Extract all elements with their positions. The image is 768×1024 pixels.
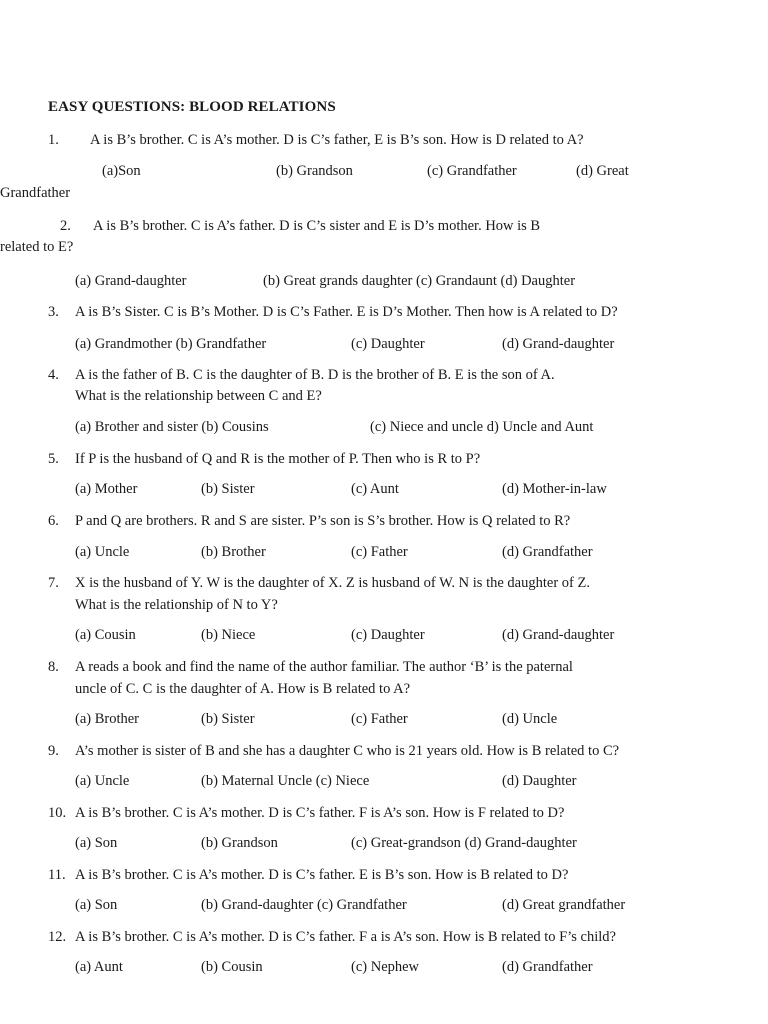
- option-bc: (b) Grand-daughter (c) Grandfather: [201, 897, 407, 913]
- option-b: (b) Niece: [201, 627, 256, 643]
- document-title: EASY QUESTIONS: BLOOD RELATIONS: [48, 99, 336, 115]
- question-number: 8.: [48, 659, 59, 675]
- option-ab: (a) Grandmother (b) Grandfather: [75, 336, 267, 352]
- option-a: (a) Uncle: [75, 773, 130, 789]
- option-bc: (b) Maternal Uncle (c) Niece: [201, 773, 370, 789]
- option-d: (d) Mother-in-law: [502, 481, 607, 497]
- option-c: (c) Grandfather: [427, 163, 517, 179]
- question-text: A is B’s brother. C is A’s mother. D is C’s father. E is B’s son. How is B related to D?: [75, 867, 569, 883]
- question-text-cont: What is the relationship of N to Y?: [75, 597, 278, 613]
- option-d: (d) Grandfather: [502, 544, 593, 560]
- question-text: A’s mother is sister of B and she has a daughter C who is 21 years old. How is B related to C?: [75, 743, 620, 759]
- question-text: A is B’s brother. C is A’s mother. D is C’s father. F a is A’s son. How is B related to F’s child?: [75, 929, 616, 945]
- question-number: 5.: [48, 451, 59, 467]
- option-c: (c) Father: [351, 544, 408, 560]
- option-c: (c) Father: [351, 711, 408, 727]
- question-text: A is B’s brother. C is A’s mother. D is C’s father. F is A’s son. How is F related to D?: [75, 805, 565, 821]
- question-text-cont: uncle of C. C is the daughter of A. How is B related to A?: [75, 681, 411, 697]
- option-a: (a)Son: [102, 163, 141, 179]
- question-text: A is B’s brother. C is A’s father. D is C’s sister and E is D’s mother. How is B: [93, 218, 541, 234]
- option-ab: (a) Brother and sister (b) Cousins: [75, 419, 269, 435]
- question-number: 7.: [48, 575, 59, 591]
- option-c: (c) Daughter: [351, 627, 425, 643]
- question-text: If P is the husband of Q and R is the mother of P. Then who is R to P?: [75, 451, 481, 467]
- option-d-wrap: Grandfather: [0, 185, 71, 201]
- option-b: (b) Cousin: [201, 959, 263, 975]
- question-number: 10.: [48, 805, 67, 821]
- option-d: (d) Grand-daughter: [502, 627, 615, 643]
- option-d: (d) Grand-daughter: [502, 336, 615, 352]
- option-b: (b) Brother: [201, 544, 266, 560]
- option-a: (a) Mother: [75, 481, 138, 497]
- option-d: (d) Uncle: [502, 711, 558, 727]
- question-number: 12.: [48, 929, 67, 945]
- option-d: (d) Great grandfather: [502, 897, 626, 913]
- option-c: (c) Daughter: [351, 336, 425, 352]
- option-cd: (c) Great-grandson (d) Grand-daughter: [351, 835, 577, 851]
- option-c: (c) Nephew: [351, 959, 420, 975]
- question-text: A reads a book and find the name of the author familiar. The author ‘B’ is the paternal: [75, 659, 573, 675]
- option-a: (a) Cousin: [75, 627, 136, 643]
- question-text-cont: related to E?: [0, 239, 74, 255]
- option-a: (a) Grand-daughter: [75, 273, 187, 289]
- option-c: (c) Aunt: [351, 481, 399, 497]
- option-a: (a) Aunt: [75, 959, 123, 975]
- question-number: 3.: [48, 304, 59, 320]
- question-text: X is the husband of Y. W is the daughter of X. Z is husband of W. N is the daughter of Z.: [75, 575, 590, 591]
- question-text: A is B’s Sister. C is B’s Mother. D is C’s Father. E is D’s Mother. Then how is A related to D?: [75, 304, 618, 320]
- question-text-cont: What is the relationship between C and E?: [75, 388, 322, 404]
- question-number: 2.: [60, 218, 71, 234]
- option-a: (a) Uncle: [75, 544, 130, 560]
- question-number: 6.: [48, 513, 59, 529]
- option-d: (d) Daughter: [502, 773, 577, 789]
- option-cd: (c) Niece and uncle d) Uncle and Aunt: [370, 419, 594, 435]
- question-text: A is B’s brother. C is A’s mother. D is C’s father, E is B’s son. How is D related to A?: [90, 132, 584, 148]
- option-a: (a) Son: [75, 897, 118, 913]
- option-a: (a) Brother: [75, 711, 140, 727]
- question-number: 1.: [48, 132, 59, 148]
- option-b: (b) Sister: [201, 711, 255, 727]
- question-number: 4.: [48, 367, 59, 383]
- option-a: (a) Son: [75, 835, 118, 851]
- question-text: P and Q are brothers. R and S are sister. P’s son is S’s brother. How is Q related to R?: [75, 513, 571, 529]
- option-d: (d) Grandfather: [502, 959, 593, 975]
- option-bcd: (b) Great grands daughter (c) Grandaunt (d) Daughter: [263, 273, 576, 289]
- question-text: A is the father of B. C is the daughter of B. D is the brother of B. E is the son of A.: [75, 367, 555, 383]
- option-b: (b) Grandson: [276, 163, 353, 179]
- option-b: (b) Sister: [201, 481, 255, 497]
- option-b: (b) Grandson: [201, 835, 278, 851]
- question-number: 11.: [48, 867, 66, 883]
- option-d: (d) Great: [576, 163, 629, 179]
- question-number: 9.: [48, 743, 59, 759]
